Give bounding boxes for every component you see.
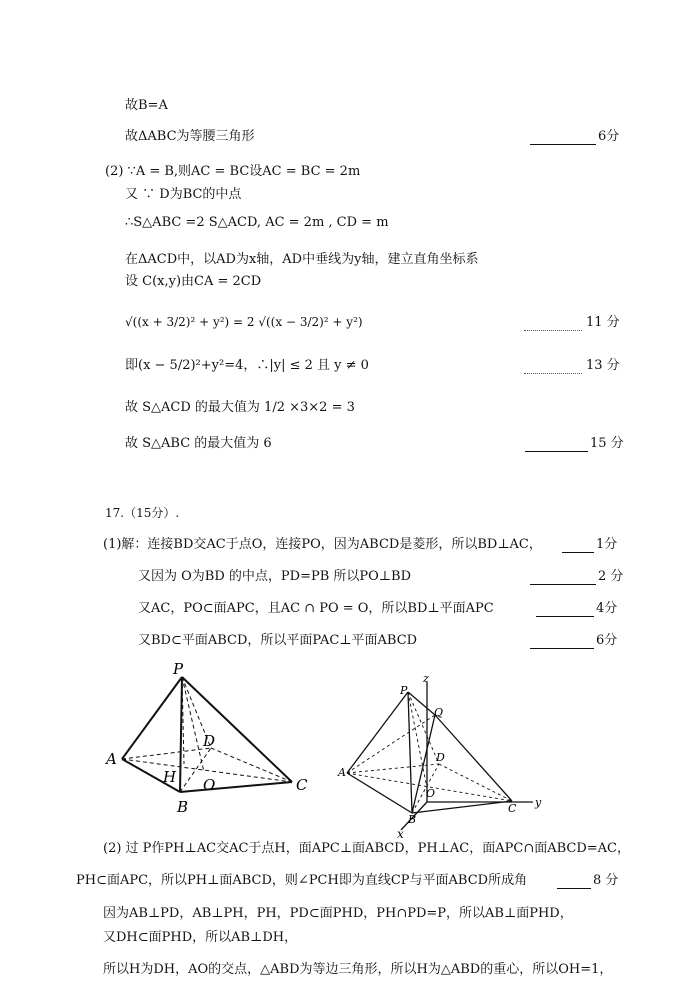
fig2-label-q: Q — [434, 706, 444, 719]
line-isosceles: 故ΔABC为等腰三角形 — [125, 129, 255, 144]
q17-p1-line3: 又AC，PO⊂面APC，且AC ∩ PO = O，所以BD⊥平面APC — [138, 601, 494, 616]
q17-score1 — [562, 537, 617, 553]
fig2-label-b: B — [408, 813, 417, 826]
q17-score4-text: 6分 — [596, 633, 618, 648]
fig2-label-x: x — [397, 827, 404, 840]
q17-p1-line1: (1)解：连接BD交AC于点O，连接PO，因为ABCD是菱形，所以BD⊥AC， — [103, 537, 542, 552]
score-15 — [525, 436, 624, 452]
fig1-label-c: C — [296, 776, 308, 794]
score-6 — [530, 129, 619, 145]
q17-p2-line2: PH⊂面APC，所以PH⊥面ABCD，则∠PCH即为直线CP与平面ABCD所成角 — [76, 873, 528, 888]
q17-p2-score1-text: 8 分 — [593, 873, 619, 888]
equation-distance: √((x + 3/2)² + y²) = 2 √((x − 3/2)² + y²) — [125, 315, 363, 329]
fig1-label-a: A — [106, 750, 117, 768]
score-13-text: 13 分 — [586, 358, 620, 373]
line-b-equals-a: 故B=A — [125, 98, 168, 113]
q17-p1-line2: 又因为 O为BD 的中点，PD=PB 所以PO⊥BD — [138, 569, 412, 584]
figure-pyramid — [100, 660, 320, 820]
fig2-label-a: A — [338, 766, 346, 779]
fig1-label-d: D — [203, 732, 216, 750]
fig1-label-p: P — [173, 660, 184, 678]
fig1-label-b: B — [177, 798, 189, 816]
fig2-label-d: D — [436, 751, 445, 764]
fig2-label-z: z — [423, 672, 429, 685]
q17-score2-text: 2 分 — [598, 569, 624, 584]
q17-score1-text: 1分 — [596, 537, 618, 552]
q17-p1-line4: 又BD⊂平面ABCD，所以平面PAC⊥平面ABCD — [138, 633, 418, 648]
q17-p2-line4: 又DH⊂面PHD，所以AB⊥DH， — [103, 930, 298, 945]
q17-p2-line1: (2) 过 P作PH⊥AC交AC于点H，面APC⊥面ABCD，PH⊥AC，面APC∩面ABCD=AC， — [103, 841, 631, 856]
part2-line1: (2) ∵A = B,则AC = BC设AC = BC = 2m — [105, 164, 361, 179]
fig2-label-y: y — [535, 796, 542, 809]
q17-p2-line3: 因为AB⊥PD，AB⊥PH，PH，PD⊂面PHD，PH∩PD=P，所以AB⊥面PHD， — [103, 906, 573, 921]
score-6-text: 6分 — [598, 129, 620, 144]
q17-score2 — [530, 569, 623, 585]
fig1-label-h: H — [163, 768, 177, 786]
part2-line6: 即(x − 5/2)²+y²=4，∴|y| ≤ 2 且 y ≠ 0 — [125, 358, 369, 373]
fig2-label-c: C — [508, 802, 517, 815]
q17-score4 — [530, 633, 617, 649]
q17-p2-line5: 所以H为DH，AO的交点，△ABD为等边三角形，所以H为△ABD的重心，所以OH=1， — [103, 962, 613, 977]
fig1-label-o: O — [203, 776, 216, 794]
part2-line5: 设 C(x,y)由CA = 2CD — [125, 274, 262, 289]
q17-header: 17.（15分）. — [105, 506, 180, 520]
part2-line2: 又 ∵ D为BC的中点 — [125, 187, 242, 202]
part2-line7: 故 S△ACD 的最大值为 1/2 ×3×2 = 3 — [125, 400, 355, 415]
score-15-text: 15 分 — [590, 436, 624, 451]
score-11 — [524, 315, 620, 331]
q17-score3-text: 4分 — [596, 601, 618, 616]
part2-line3: ∴S△ABC =2 S△ACD, AC = 2m , CD = m — [125, 215, 389, 230]
fig2-label-p: P — [400, 684, 408, 697]
score-11-text: 11 分 — [586, 315, 620, 330]
part2-line8: 故 S△ABC 的最大值为 6 — [125, 436, 272, 451]
fig2-label-o: O — [426, 787, 436, 800]
part2-line4: 在ΔACD中，以AD为x轴，AD中垂线为y轴，建立直角坐标系 — [125, 252, 479, 267]
q17-score3 — [536, 601, 617, 617]
q17-p2-score1 — [557, 873, 618, 889]
score-13 — [524, 358, 620, 374]
figure-coordinate-pyramid — [335, 670, 550, 840]
